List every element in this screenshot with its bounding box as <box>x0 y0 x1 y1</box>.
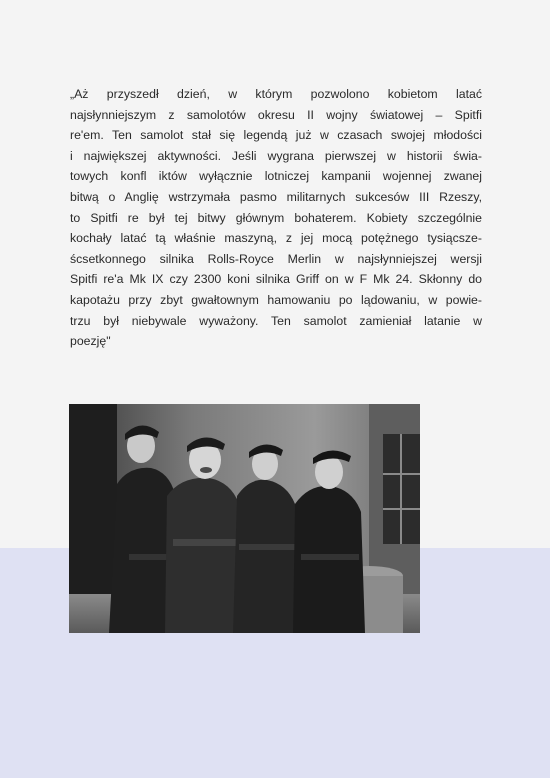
quote-line: kapotażu przy zbyt gwałtownym hamowaniu po lądowaniu, w powie- <box>70 292 482 307</box>
quote-line: re'em. Ten samolot stał się legendą już w czasach swojej młodości <box>70 128 482 143</box>
quote-line: najsłynniejszym z samolotów okresu II wojny światowej – Spitfi <box>70 107 482 122</box>
quote-line: towych konfl iktów wyłącznie lotniczej kampanii wojennej zwanej <box>70 169 482 184</box>
quote-line: „Aż przyszedł dzień, w którym pozwolono kobietom latać <box>70 87 482 101</box>
quote-line: trzu był niebywale wyważony. Ten samolot zamieniał latanie w <box>70 313 482 328</box>
quote-line: ścsetkonnego silnika Rolls-Royce Merlin w najsłynniejszej wersji <box>70 251 482 266</box>
quote-line: to Spitfi re był tej bitwy głównym bohaterem. Kobiety szczególnie <box>70 210 482 225</box>
historical-photo <box>69 404 420 633</box>
quote-line: poezję" <box>70 334 111 349</box>
quote-line: Spitfi re'a Mk IX czy 2300 koni silnika Griff on w F Mk 24. Skłonny do <box>70 272 482 287</box>
quote-text <box>70 84 482 352</box>
photo-illustration <box>69 404 420 633</box>
quote-line: i największej aktywności. Jeśli wygrana pierwszej w historii świa- <box>70 148 482 163</box>
quote-line: bitwą o Anglię wstrzymała pasmo militarnych sukcesów III Rzeszy, <box>70 189 482 204</box>
quote-line: kochały latać tą właśnie maszyną, z jej mocą potężnego tysiącsze- <box>70 231 482 246</box>
